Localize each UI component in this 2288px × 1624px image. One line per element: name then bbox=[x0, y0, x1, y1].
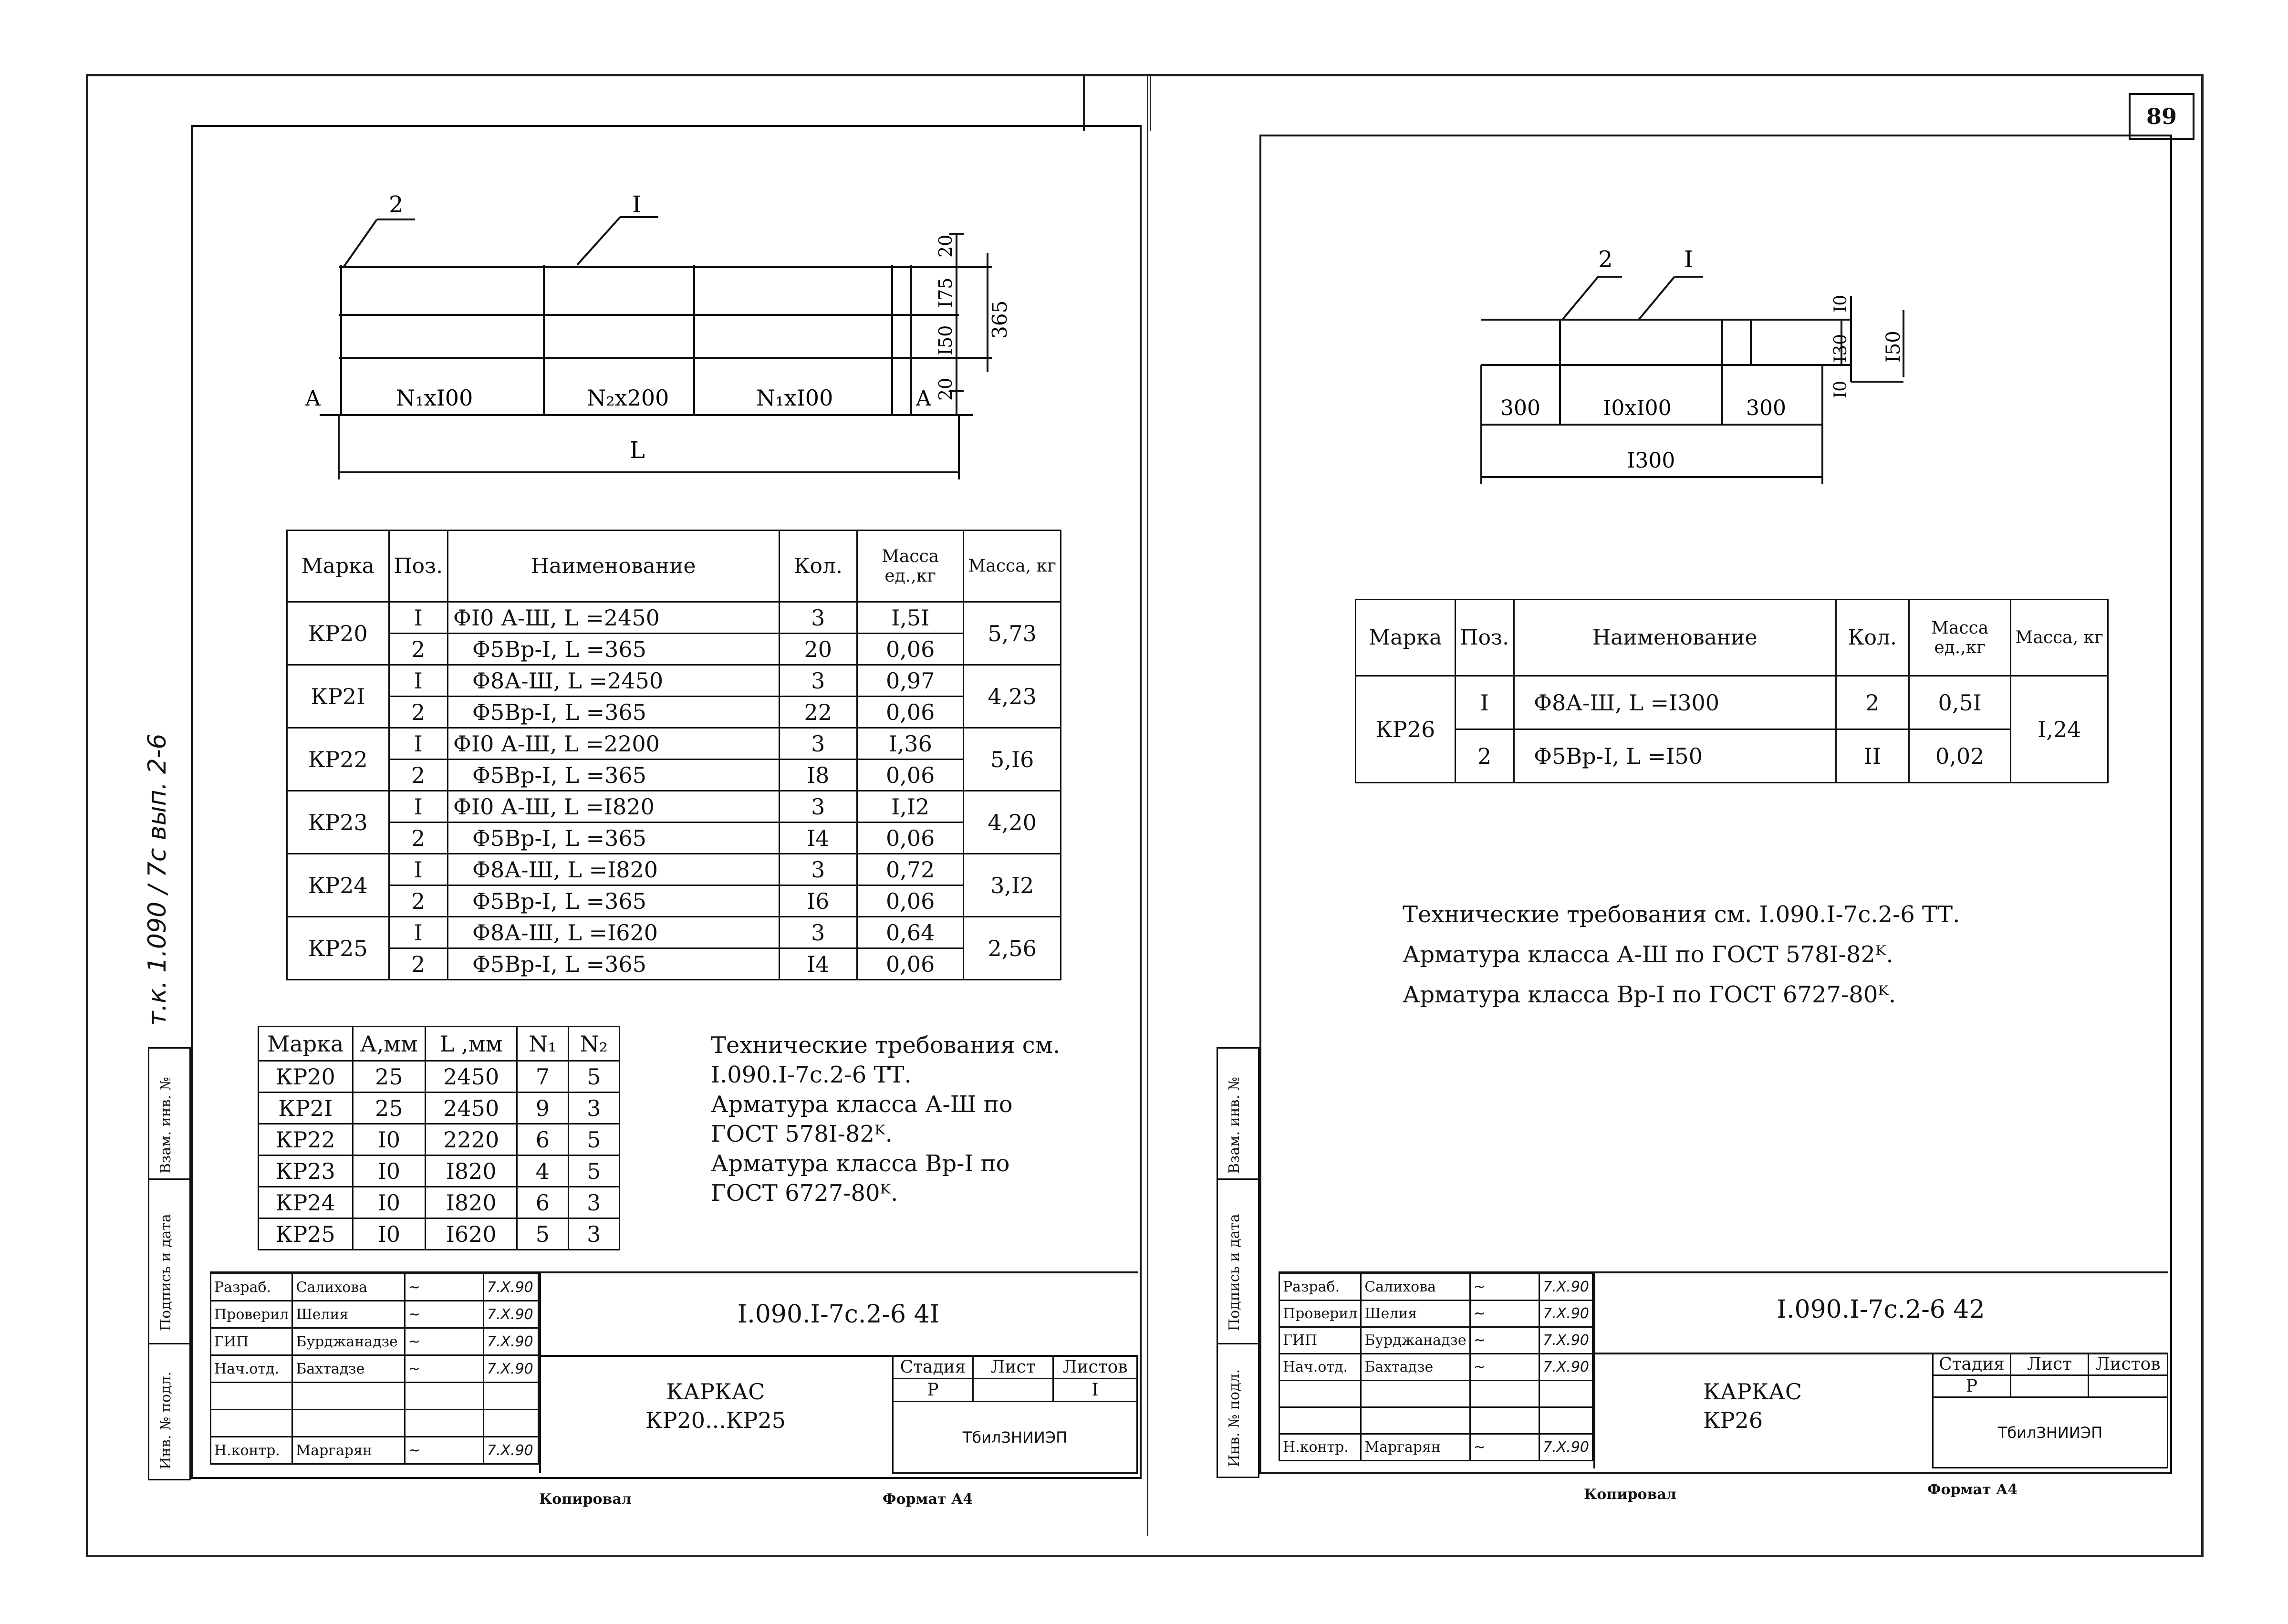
handwritten-side-note: т.к. 1.090 / 7с вып. 2-6 bbox=[143, 733, 172, 1026]
page-number: 89 bbox=[2129, 93, 2194, 140]
total-mass: I,24 bbox=[2011, 676, 2108, 783]
left-cage-drawing bbox=[286, 181, 1030, 487]
pos: 2 bbox=[389, 822, 447, 854]
unit-mass: 0,64 bbox=[857, 917, 964, 948]
qty: I8 bbox=[779, 760, 857, 791]
qty: I4 bbox=[779, 948, 857, 980]
stage-label: Стадия bbox=[893, 1356, 973, 1379]
right-notes bbox=[1403, 895, 1960, 1015]
dim-20-bottom: 20 bbox=[935, 377, 956, 401]
stamp-name: Бурджанадзе bbox=[292, 1328, 405, 1355]
left-title-2: КР20...КР25 bbox=[645, 1407, 786, 1433]
side-label-signature: Подпись и дата bbox=[1226, 1214, 1243, 1331]
param-cell: 2450 bbox=[426, 1061, 517, 1093]
stamp-name: Шелия bbox=[1361, 1301, 1470, 1327]
param-col-l: L ,мм bbox=[426, 1027, 517, 1061]
item-name: Ф5Вр-I, L =365 bbox=[447, 634, 779, 665]
param-cell: I0 bbox=[353, 1218, 426, 1250]
stamp-signature: ~ bbox=[1470, 1301, 1539, 1327]
left-stage-table bbox=[892, 1355, 1138, 1474]
sheets-value bbox=[2089, 1375, 2168, 1397]
right-cage-drawing bbox=[1455, 239, 1932, 496]
qty: 3 bbox=[779, 791, 857, 822]
unit-mass: 0,06 bbox=[857, 634, 964, 665]
stamp-role: Разраб. bbox=[1279, 1274, 1361, 1301]
right-title-2: КР26 bbox=[1703, 1407, 1763, 1433]
unit-mass: I,5I bbox=[857, 602, 964, 634]
callout-2: 2 bbox=[389, 191, 404, 218]
col-total-mass: Масса, кг bbox=[964, 531, 1061, 602]
stamp-role: Нач.отд. bbox=[1279, 1354, 1361, 1381]
param-cell: 3 bbox=[568, 1093, 619, 1124]
col-unit-mass: Масса ед.,кг bbox=[857, 531, 964, 602]
unit-mass: I,36 bbox=[857, 728, 964, 760]
pos: I bbox=[389, 854, 447, 885]
param-col-n1: N₁ bbox=[517, 1027, 568, 1061]
param-col-n2: N₂ bbox=[568, 1027, 619, 1061]
mark-kr24: КР24 bbox=[287, 854, 389, 917]
col-name: Наименование bbox=[447, 531, 779, 602]
param-cell: 6 bbox=[517, 1124, 568, 1156]
stamp-date bbox=[483, 1383, 538, 1410]
qty: I6 bbox=[779, 885, 857, 917]
qty: II bbox=[1836, 729, 1909, 783]
pos: 2 bbox=[389, 885, 447, 917]
qty: 2 bbox=[1836, 676, 1909, 729]
stamp-signature bbox=[1470, 1407, 1539, 1434]
unit-mass: 0,06 bbox=[857, 760, 964, 791]
left-stamp-table bbox=[210, 1273, 539, 1465]
total-mass: 3,I2 bbox=[964, 854, 1061, 917]
param-cell: 2220 bbox=[426, 1124, 517, 1156]
stamp-date bbox=[483, 1410, 538, 1437]
stamp-signature: ~ bbox=[1470, 1274, 1539, 1301]
col-pos: Поз. bbox=[1455, 600, 1514, 676]
param-cell: I0 bbox=[353, 1187, 426, 1218]
org-name: ТбилЗНИИЭП bbox=[893, 1402, 1137, 1473]
segment-mid: I0xI00 bbox=[1603, 396, 1672, 420]
qty: 3 bbox=[779, 917, 857, 948]
item-name: Ф5Вр-I, L =365 bbox=[447, 760, 779, 791]
stamp-name: Маргарян bbox=[292, 1437, 405, 1464]
stamp-date: 7.Х.90 bbox=[483, 1437, 538, 1464]
stamp-signature bbox=[405, 1383, 483, 1410]
stamp-name: Маргарян bbox=[1361, 1434, 1470, 1461]
col-name: Наименование bbox=[1514, 600, 1836, 676]
left-doc-code: I.090.I-7с.2-6 4I bbox=[737, 1300, 940, 1329]
stamp-date: 7.Х.90 bbox=[483, 1355, 538, 1383]
param-cell: I620 bbox=[426, 1218, 517, 1250]
col-mark: Марка bbox=[1356, 600, 1456, 676]
total-mass: 4,23 bbox=[964, 665, 1061, 728]
param-cell: КР22 bbox=[259, 1124, 353, 1156]
dim-10-bottom: I0 bbox=[1831, 380, 1851, 398]
stamp-name: Салихова bbox=[292, 1274, 405, 1301]
stamp-role bbox=[1279, 1381, 1361, 1407]
pos: I bbox=[1455, 676, 1514, 729]
sheet-label: Лист bbox=[2011, 1353, 2089, 1375]
param-cell: 5 bbox=[568, 1124, 619, 1156]
stamp-signature: ~ bbox=[405, 1437, 483, 1464]
pos: I bbox=[389, 917, 447, 948]
stamp-role: Проверил bbox=[1279, 1301, 1361, 1327]
total-mass: 5,I6 bbox=[964, 728, 1061, 791]
param-cell: 25 bbox=[353, 1093, 426, 1124]
stamp-signature: ~ bbox=[1470, 1354, 1539, 1381]
pos: I bbox=[389, 602, 447, 634]
param-cell: 3 bbox=[568, 1187, 619, 1218]
dim-150: I50 bbox=[935, 325, 956, 355]
stamp-signature: ~ bbox=[1470, 1327, 1539, 1354]
right-footer-format: Формат А4 bbox=[1927, 1481, 2018, 1498]
note-line: Арматура класса А-Ш по ГОСТ 578I-82ᴷ. bbox=[1403, 941, 1893, 968]
segment-left: 300 bbox=[1500, 396, 1540, 420]
param-cell: I0 bbox=[353, 1124, 426, 1156]
note-line: Арматура класса Вр-I по ГОСТ 6727-80ᴷ. bbox=[1403, 981, 1896, 1008]
item-name: Ф5Вр-I, L =365 bbox=[447, 822, 779, 854]
mark-kr23: КР23 bbox=[287, 791, 389, 854]
item-name: Ф5Вр-I, L =365 bbox=[447, 885, 779, 917]
stamp-signature bbox=[405, 1410, 483, 1437]
dim-20-top: 20 bbox=[935, 234, 956, 258]
item-name: Ф5Вр-I, L =365 bbox=[447, 948, 779, 980]
total-mass: 5,73 bbox=[964, 602, 1061, 665]
stamp-name: Бахтадзе bbox=[292, 1355, 405, 1383]
param-cell: 25 bbox=[353, 1061, 426, 1093]
stamp-date: 7.Х.90 bbox=[483, 1274, 538, 1301]
item-name: Ф5Вр-I, L =I50 bbox=[1514, 729, 1836, 783]
pos: 2 bbox=[1455, 729, 1514, 783]
stage-value: Р bbox=[893, 1379, 973, 1402]
param-cell: КР23 bbox=[259, 1156, 353, 1187]
qty: 3 bbox=[779, 665, 857, 697]
param-cell: I0 bbox=[353, 1156, 426, 1187]
unit-mass: I,I2 bbox=[857, 791, 964, 822]
stamp-role: Н.контр. bbox=[1279, 1434, 1361, 1461]
left-footer-format: Формат А4 bbox=[883, 1491, 973, 1508]
param-cell: КР24 bbox=[259, 1187, 353, 1218]
sheet-label: Лист bbox=[973, 1356, 1053, 1379]
stamp-role bbox=[211, 1410, 292, 1437]
param-col-mark: Марка bbox=[259, 1027, 353, 1061]
sheet-value bbox=[2011, 1375, 2089, 1397]
unit-mass: 0,72 bbox=[857, 854, 964, 885]
stamp-name: Салихова bbox=[1361, 1274, 1470, 1301]
stamp-name bbox=[1361, 1407, 1470, 1434]
side-label-inventory: Инв. № подл. bbox=[157, 1371, 174, 1469]
pos: 2 bbox=[389, 760, 447, 791]
stamp-role bbox=[211, 1383, 292, 1410]
stamp-signature: ~ bbox=[405, 1274, 483, 1301]
side-label-replaced: Взам. инв. № bbox=[1226, 1076, 1243, 1174]
note-line: Арматура класса Вр-I по bbox=[711, 1150, 1010, 1177]
sheets-label: Листов bbox=[1053, 1356, 1137, 1379]
qty: I4 bbox=[779, 822, 857, 854]
dim-10-top: I0 bbox=[1831, 294, 1851, 312]
stamp-date: 7.Х.90 bbox=[1539, 1434, 1593, 1461]
stamp-date: 7.Х.90 bbox=[1539, 1354, 1593, 1381]
item-name: Ф8А-Ш, L =I820 bbox=[447, 854, 779, 885]
stamp-name: Бурджанадзе bbox=[1361, 1327, 1470, 1354]
segment-1: N₁xI00 bbox=[396, 385, 473, 411]
stamp-date: 7.Х.90 bbox=[1539, 1327, 1593, 1354]
total-mass: 4,20 bbox=[964, 791, 1061, 854]
mark-kr22: КР22 bbox=[287, 728, 389, 791]
left-params-table bbox=[258, 1026, 620, 1250]
mark-kr21: КР2I bbox=[287, 665, 389, 728]
note-line: Арматура класса А-Ш по bbox=[711, 1091, 1013, 1118]
pos: I bbox=[389, 665, 447, 697]
left-footer-copied: Копировал bbox=[539, 1491, 632, 1508]
length-l: L bbox=[630, 437, 645, 464]
qty: 3 bbox=[779, 854, 857, 885]
sheets-value: I bbox=[1053, 1379, 1137, 1402]
param-cell: 5 bbox=[517, 1218, 568, 1250]
dim-365: 365 bbox=[988, 300, 1011, 339]
param-cell: 5 bbox=[568, 1156, 619, 1187]
side-label-replaced: Взам. инв. № bbox=[157, 1076, 174, 1174]
item-name: Ф8А-Ш, L =I300 bbox=[1514, 676, 1836, 729]
param-cell: 4 bbox=[517, 1156, 568, 1187]
left-spec-table bbox=[286, 530, 1061, 980]
right-spec-table bbox=[1355, 599, 2109, 783]
item-name: Ф5Вр-I, L =365 bbox=[447, 697, 779, 728]
stamp-signature: ~ bbox=[405, 1301, 483, 1328]
stamp-signature: ~ bbox=[405, 1328, 483, 1355]
stamp-date: 7.Х.90 bbox=[483, 1328, 538, 1355]
note-line: Технические требования см. I.090.I-7с.2-6 ТТ. bbox=[1403, 901, 1960, 928]
stamp-name bbox=[292, 1383, 405, 1410]
stamp-date bbox=[1539, 1407, 1593, 1434]
param-cell: 2450 bbox=[426, 1093, 517, 1124]
qty: 3 bbox=[779, 602, 857, 634]
right-footer-copied: Копировал bbox=[1584, 1486, 1676, 1503]
unit-mass: 0,06 bbox=[857, 822, 964, 854]
left-notes bbox=[711, 1031, 1060, 1208]
stamp-role: Нач.отд. bbox=[211, 1355, 292, 1383]
param-cell: I820 bbox=[426, 1156, 517, 1187]
col-pos: Поз. bbox=[389, 531, 447, 602]
pos: 2 bbox=[389, 697, 447, 728]
unit-mass: 0,5I bbox=[1909, 676, 2011, 729]
item-name: ФI0 А-Ш, L =I820 bbox=[447, 791, 779, 822]
param-cell: 6 bbox=[517, 1187, 568, 1218]
right-doc-code: I.090.I-7с.2-6 42 bbox=[1777, 1295, 1985, 1324]
note-line: Технические требования см. bbox=[711, 1032, 1061, 1059]
stamp-date: 7.Х.90 bbox=[483, 1301, 538, 1328]
param-cell: 9 bbox=[517, 1093, 568, 1124]
right-title-1: КАРКАС bbox=[1703, 1379, 1802, 1405]
binding-line bbox=[1147, 76, 1148, 1536]
stamp-signature bbox=[1470, 1381, 1539, 1407]
stamp-name: Бахтадзе bbox=[1361, 1354, 1470, 1381]
stamp-role: Разраб. bbox=[211, 1274, 292, 1301]
param-cell: 3 bbox=[568, 1218, 619, 1250]
right-stamp-table bbox=[1279, 1273, 1593, 1461]
dim-150: I50 bbox=[1882, 331, 1904, 363]
mark-kr20: КР20 bbox=[287, 602, 389, 665]
label-a-right: A bbox=[916, 386, 931, 411]
unit-mass: 0,02 bbox=[1909, 729, 2011, 783]
side-label-signature: Подпись и дата bbox=[157, 1214, 174, 1331]
label-a-left: A bbox=[305, 386, 321, 411]
sheets-label: Листов bbox=[2089, 1353, 2168, 1375]
callout-2: 2 bbox=[1598, 246, 1613, 273]
mark-kr26: КР26 bbox=[1356, 676, 1456, 783]
stamp-name bbox=[292, 1410, 405, 1437]
unit-mass: 0,97 bbox=[857, 665, 964, 697]
callout-1: I bbox=[632, 191, 641, 218]
total-length: I300 bbox=[1627, 448, 1675, 473]
stamp-date: 7.Х.90 bbox=[1539, 1274, 1593, 1301]
left-title-1: КАРКАС bbox=[666, 1379, 765, 1405]
stage-label: Стадия bbox=[1933, 1353, 2011, 1375]
item-name: ФI0 А-Ш, L =2200 bbox=[447, 728, 779, 760]
segment-2: N₂x200 bbox=[587, 385, 669, 411]
mark-kr25: КР25 bbox=[287, 917, 389, 980]
param-cell: КР2I bbox=[259, 1093, 353, 1124]
note-line: ГОСТ 6727-80ᴷ. bbox=[711, 1180, 898, 1207]
sheet-value bbox=[973, 1379, 1053, 1402]
param-cell: КР25 bbox=[259, 1218, 353, 1250]
stamp-name bbox=[1361, 1381, 1470, 1407]
dim-175: I75 bbox=[935, 277, 956, 308]
side-label-inventory: Инв. № подл. bbox=[1226, 1369, 1243, 1467]
unit-mass: 0,06 bbox=[857, 948, 964, 980]
stamp-role: ГИП bbox=[211, 1328, 292, 1355]
dim-130: I30 bbox=[1831, 333, 1851, 363]
pos: I bbox=[389, 728, 447, 760]
stage-value: Р bbox=[1933, 1375, 2011, 1397]
unit-mass: 0,06 bbox=[857, 885, 964, 917]
note-line: ГОСТ 578I-82ᴷ. bbox=[711, 1121, 893, 1147]
param-cell: 7 bbox=[517, 1061, 568, 1093]
org-name: ТбилЗНИИЭП bbox=[1933, 1397, 2168, 1468]
param-col-a: А,мм bbox=[353, 1027, 426, 1061]
unit-mass: 0,06 bbox=[857, 697, 964, 728]
callout-1: I bbox=[1684, 246, 1693, 273]
segment-3: N₁xI00 bbox=[756, 385, 833, 411]
stamp-role: Н.контр. bbox=[211, 1437, 292, 1464]
param-cell: I820 bbox=[426, 1187, 517, 1218]
qty: 20 bbox=[779, 634, 857, 665]
stamp-name: Шелия bbox=[292, 1301, 405, 1328]
col-mark: Марка bbox=[287, 531, 389, 602]
item-name: Ф8А-Ш, L =2450 bbox=[447, 665, 779, 697]
stamp-date: 7.Х.90 bbox=[1539, 1301, 1593, 1327]
pos: I bbox=[389, 791, 447, 822]
stamp-date bbox=[1539, 1381, 1593, 1407]
col-qty: Кол. bbox=[779, 531, 857, 602]
stamp-role: Проверил bbox=[211, 1301, 292, 1328]
col-total-mass: Масса, кг bbox=[2011, 600, 2108, 676]
total-mass: 2,56 bbox=[964, 917, 1061, 980]
param-cell: КР20 bbox=[259, 1061, 353, 1093]
param-cell: 5 bbox=[568, 1061, 619, 1093]
stamp-role: ГИП bbox=[1279, 1327, 1361, 1354]
col-qty: Кол. bbox=[1836, 600, 1909, 676]
segment-right: 300 bbox=[1746, 396, 1786, 420]
pos: 2 bbox=[389, 948, 447, 980]
item-name: Ф8А-Ш, L =I620 bbox=[447, 917, 779, 948]
col-unit-mass: Масса ед.,кг bbox=[1909, 600, 2011, 676]
stamp-signature: ~ bbox=[405, 1355, 483, 1383]
item-name: ФI0 А-Ш, L =2450 bbox=[447, 602, 779, 634]
stamp-role bbox=[1279, 1407, 1361, 1434]
stamp-signature: ~ bbox=[1470, 1434, 1539, 1461]
qty: 22 bbox=[779, 697, 857, 728]
qty: 3 bbox=[779, 728, 857, 760]
right-stage-table bbox=[1932, 1353, 2168, 1468]
pos: 2 bbox=[389, 634, 447, 665]
spine-tab bbox=[1083, 76, 1151, 131]
note-line: I.090.I-7с.2-6 ТТ. bbox=[711, 1062, 912, 1088]
